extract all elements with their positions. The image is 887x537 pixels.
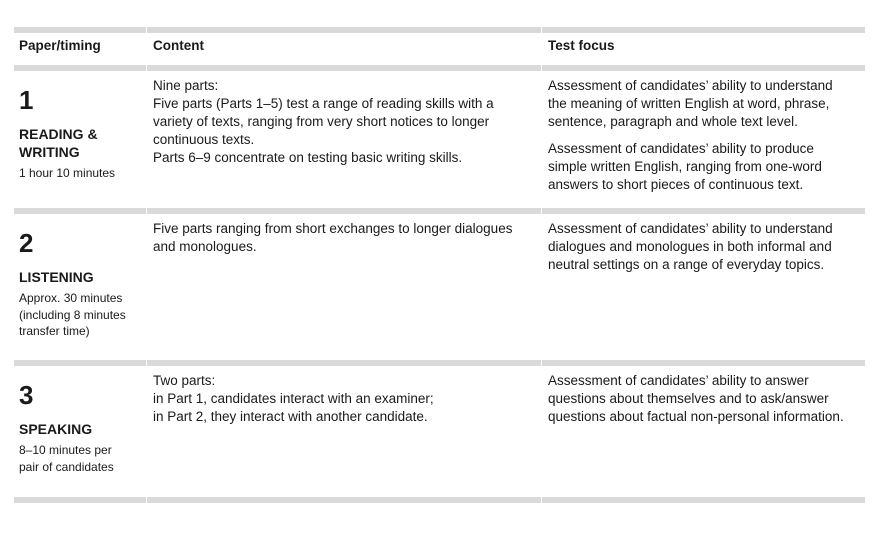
row-divider	[542, 65, 865, 71]
row-divider	[14, 27, 146, 33]
timing-line: Approx. 30 minutes	[19, 291, 123, 305]
row-divider	[14, 208, 146, 214]
row-divider	[542, 208, 865, 214]
header-test-focus: Test focus	[548, 38, 615, 53]
row-divider	[14, 65, 146, 71]
row-divider	[542, 27, 865, 33]
content-line: continuous texts.	[153, 132, 255, 147]
paper-name	[19, 125, 144, 161]
content-line: in Part 1, candidates interact with an examiner;	[153, 391, 434, 406]
paper-name	[19, 268, 144, 286]
timing-line: 1 hour 10 minutes	[19, 166, 116, 180]
focus-line: Assessment of candidates’ ability to understand	[548, 221, 833, 236]
row-divider	[14, 360, 146, 366]
focus-line: Assessment of candidates’ ability to produce	[548, 141, 814, 156]
paper-number: 3	[19, 380, 34, 410]
focus-line: dialogues and monologues in both informal and	[548, 239, 832, 254]
timing-line: (including 8 minutes	[19, 307, 126, 322]
paper-timing	[19, 165, 144, 182]
row-divider	[147, 497, 541, 503]
timing-line: transfer time)	[19, 324, 90, 338]
focus-paragraph	[548, 220, 868, 274]
paper-cell	[19, 85, 144, 182]
content-line: Parts 6–9 concentrate on testing basic writing skills.	[153, 150, 463, 165]
test-focus-cell	[548, 220, 868, 274]
row-divider	[147, 208, 541, 214]
focus-line: Assessment of candidates’ ability to answer	[548, 373, 809, 388]
focus-line: Assessment of candidates’ ability to understand	[548, 78, 833, 93]
paper-name-line: READING &	[19, 126, 98, 142]
paper-name-line: WRITING	[19, 144, 80, 160]
focus-line: neutral settings on a range of everyday topics.	[548, 257, 825, 272]
content-line: and monologues.	[153, 239, 257, 254]
paper-number: 2	[19, 228, 34, 258]
content-cell	[153, 220, 538, 256]
content-cell	[153, 372, 538, 426]
paper-timing	[19, 442, 144, 475]
content-line: in Part 2, they interact with another candidate.	[153, 409, 428, 424]
focus-line: the meaning of written English at word, phrase,	[548, 96, 830, 111]
content-line: Two parts:	[153, 373, 216, 388]
focus-line: sentence, paragraph and whole text level.	[548, 114, 798, 129]
paper-name-line: SPEAKING	[19, 421, 93, 437]
focus-paragraph	[548, 77, 868, 131]
content-line: Five parts (Parts 1–5) test a range of reading skills with a	[153, 96, 494, 111]
focus-line: questions about themselves and to ask/answer	[548, 391, 829, 406]
paper-cell	[19, 380, 144, 475]
content-line: Nine parts:	[153, 78, 219, 93]
header-content: Content	[153, 38, 204, 53]
row-divider	[147, 360, 541, 366]
row-divider	[542, 360, 865, 366]
header-paper-timing: Paper/timing	[19, 38, 101, 53]
paper-name	[19, 420, 144, 438]
row-divider	[542, 497, 865, 503]
paper-timing	[19, 290, 144, 340]
content-line: variety of texts, ranging from very short notices to longer	[153, 114, 490, 129]
content-line: Five parts ranging from short exchanges to longer dialogues	[153, 221, 513, 236]
row-divider	[147, 27, 541, 33]
timing-line: 8–10 minutes per	[19, 443, 112, 457]
focus-line: questions about factual non-personal information.	[548, 409, 844, 424]
row-divider	[147, 65, 541, 71]
paper-cell	[19, 228, 144, 340]
focus-paragraph	[548, 372, 868, 426]
content-cell	[153, 77, 538, 167]
focus-line: answers to short pieces of continuous text.	[548, 177, 804, 192]
paper-name-line: LISTENING	[19, 269, 94, 285]
focus-line: simple written English, ranging from one-word	[548, 159, 822, 174]
row-divider	[14, 497, 146, 503]
paper-number: 1	[19, 85, 34, 115]
timing-line: pair of candidates	[19, 459, 114, 474]
test-focus-cell	[548, 77, 868, 194]
focus-paragraph	[548, 140, 868, 194]
test-focus-cell	[548, 372, 868, 426]
